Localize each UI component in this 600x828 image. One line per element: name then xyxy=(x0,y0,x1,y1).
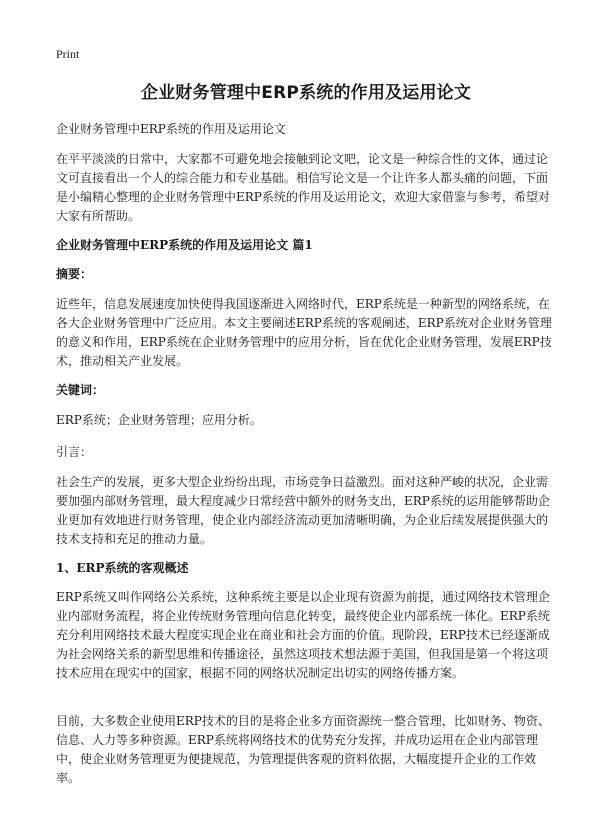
document-title: 企业财务管理中ERP系统的作用及运用论文 xyxy=(140,83,472,103)
section-1-paragraph-1: ERP系统又叫作网络公关系统，这种系统主要是以企业现有资源为前提，通过网络技术管理企业内部财务流程，将企业传统财务管理向信息化转变，最终使企业内部系统一体化。ERP系统充分利用网络技术最大程度实现企业在商业和社会方面的价值。现阶段，ERP技术已经逐渐成为社会网络关系的新型思维和传播途径，虽然这项技术想法源于美国，但我国是第一个将这项技术应用在现实中的国家，根据不同的网络状况制定出切实的网络传播方案。 xyxy=(56,590,550,680)
section-1-heading: 1、ERP系统的客观概述 xyxy=(56,561,189,575)
keywords-label: 关键词： xyxy=(56,383,105,397)
intro-paragraph: 在平平淡淡的日常中，大家都不可避免地会接触到论文吧，论文是一种综合性的文体，通过论文可直接看出一个人的综合能力和专业基础。相信写论文是一个让许多人都头痛的问题，下面是小编精心整理的企业财务管理中ERP系统的作用及运用论文，欢迎大家借鉴与参考，希望对大家有所帮助。 xyxy=(56,152,550,223)
preface-label: 引言： xyxy=(56,445,93,459)
abstract-paragraph: 近些年，信息发展速度加快使得我国逐渐进入网络时代，ERP系统是一种新型的网络系统，在各大企业财务管理中广泛应用。本文主要阐述ERP系统的客观阐述，ERP系统对企业财务管理的意义和作用，ERP系统在企业财务管理中的应用分析，旨在优化企业财务管理，发展ERP技术，推动相关产业发展。 xyxy=(56,297,552,368)
document-subtitle: 企业财务管理中ERP系统的作用及运用论文 xyxy=(56,122,286,136)
print-link[interactable]: Print xyxy=(56,47,80,61)
article-heading: 企业财务管理中ERP系统的作用及运用论文 篇1 xyxy=(56,238,313,252)
preface-paragraph: 社会生产的发展，更多大型企业纷纷出现，市场竞争日益激烈。面对这种严峻的状况，企业需要加强内部财务管理，最大程度减少日常经营中额外的财务支出，ERP系统的运用能够帮助企业更加有效地进行财务管理，使企业内部经济流动更加清晰明确，为企业后续发展提供强大的技术支持和充足的推动力量。 xyxy=(56,475,550,546)
keywords-paragraph: ERP系统；企业财务管理；应用分析。 xyxy=(56,413,262,427)
abstract-label: 摘要： xyxy=(56,267,93,281)
section-1-paragraph-2: 目前，大多数企业使用ERP技术的目的是将企业多方面资源统一整合管理，比如财务、物资、信息、人力等多种资源。ERP系统将网络技术的优势充分发挥，并成功运用在企业内部管理中，使企业财务管理更为便捷规范，为管理提供客观的资料依据，大幅度提升企业的工作效率。 xyxy=(56,714,550,785)
